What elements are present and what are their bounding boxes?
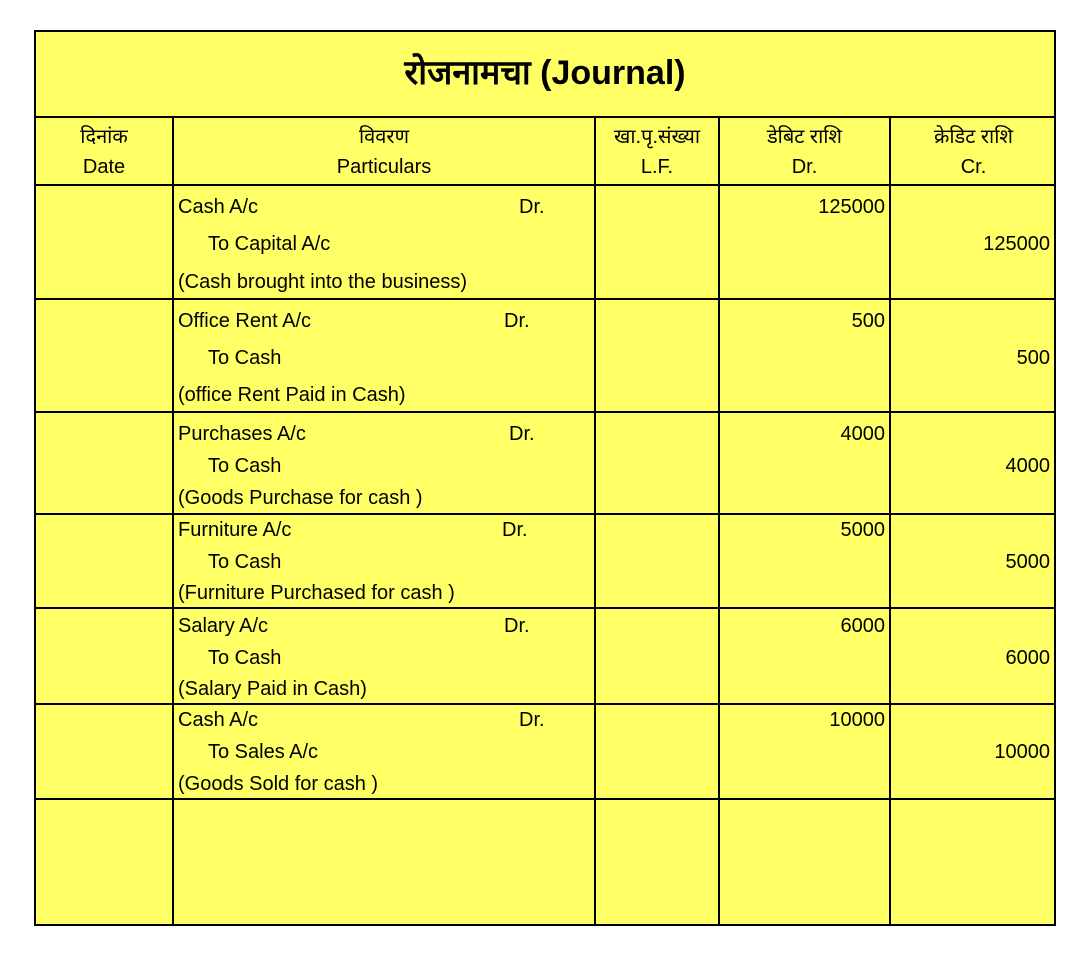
- column-divider: [594, 118, 596, 924]
- debit-amount: 500: [851, 310, 885, 332]
- narration: (office Rent Paid in Cash): [178, 384, 406, 406]
- credit-account: To Capital A/c: [208, 233, 331, 255]
- header-debit-english: Dr.: [791, 156, 818, 178]
- credit-amount: 125000: [983, 233, 1050, 255]
- column-divider: [889, 118, 891, 924]
- credit-amount: 4000: [1005, 455, 1050, 477]
- narration: (Salary Paid in Cash): [178, 678, 367, 700]
- credit-amount: 5000: [1005, 551, 1050, 573]
- header-lf: [596, 122, 718, 182]
- debit-account: Salary A/c: [178, 615, 269, 637]
- credit-amount: 6000: [1005, 647, 1050, 669]
- row-divider: [36, 298, 1054, 300]
- header-date-english: Date: [82, 156, 126, 178]
- row-divider: [36, 513, 1054, 515]
- narration: (Goods Purchase for cash ): [178, 487, 423, 509]
- header-debit-hindi: डेबिट राशि: [766, 126, 843, 148]
- row-divider: [36, 607, 1054, 609]
- header-divider: [36, 184, 1054, 186]
- debit-amount: 6000: [840, 615, 885, 637]
- dr-marker: Dr.: [519, 196, 545, 218]
- debit-amount: 5000: [840, 519, 885, 541]
- column-divider: [718, 118, 720, 924]
- dr-marker: Dr.: [502, 519, 528, 541]
- row-divider: [36, 798, 1054, 800]
- debit-amount: 10000: [829, 709, 885, 731]
- header-particulars-english: Particulars: [336, 156, 432, 178]
- credit-account: To Sales A/c: [208, 741, 319, 763]
- column-divider: [172, 118, 174, 924]
- debit-amount: 125000: [818, 196, 885, 218]
- credit-amount: 10000: [994, 741, 1050, 763]
- credit-amount: 500: [1016, 347, 1050, 369]
- header-lf-english: L.F.: [640, 156, 674, 178]
- dr-marker: Dr.: [504, 310, 530, 332]
- header-lf-hindi: खा.पृ.संख्या: [613, 126, 700, 148]
- header-date: [36, 122, 172, 182]
- narration: (Cash brought into the business): [178, 271, 468, 293]
- header-particulars: [174, 122, 594, 182]
- credit-account: To Cash: [208, 455, 282, 477]
- debit-account: Furniture A/c: [178, 519, 292, 541]
- title-divider: [36, 116, 1054, 118]
- narration: (Goods Sold for cash ): [178, 773, 379, 795]
- header-date-hindi: दिनांक: [80, 126, 128, 148]
- credit-account: To Cash: [208, 551, 282, 573]
- header-credit-english: Cr.: [960, 156, 987, 178]
- dr-marker: Dr.: [504, 615, 530, 637]
- debit-account: Cash A/c: [178, 709, 259, 731]
- header-particulars-hindi: विवरण: [358, 126, 410, 148]
- header-credit-hindi: क्रेडिट राशि: [933, 126, 1014, 148]
- debit-amount: 4000: [840, 423, 885, 445]
- journal-table: [34, 30, 1056, 926]
- debit-account: Office Rent A/c: [178, 310, 312, 332]
- row-divider: [36, 411, 1054, 413]
- row-divider: [36, 703, 1054, 705]
- debit-account: Cash A/c: [178, 196, 259, 218]
- header-credit: [891, 122, 1056, 182]
- credit-account: To Cash: [208, 647, 282, 669]
- credit-account: To Cash: [208, 347, 282, 369]
- debit-account: Purchases A/c: [178, 423, 306, 445]
- narration: (Furniture Purchased for cash ): [178, 582, 455, 604]
- dr-marker: Dr.: [519, 709, 545, 731]
- header-debit: [720, 122, 889, 182]
- journal-title: रोजनामचा (Journal): [404, 54, 686, 92]
- dr-marker: Dr.: [509, 423, 535, 445]
